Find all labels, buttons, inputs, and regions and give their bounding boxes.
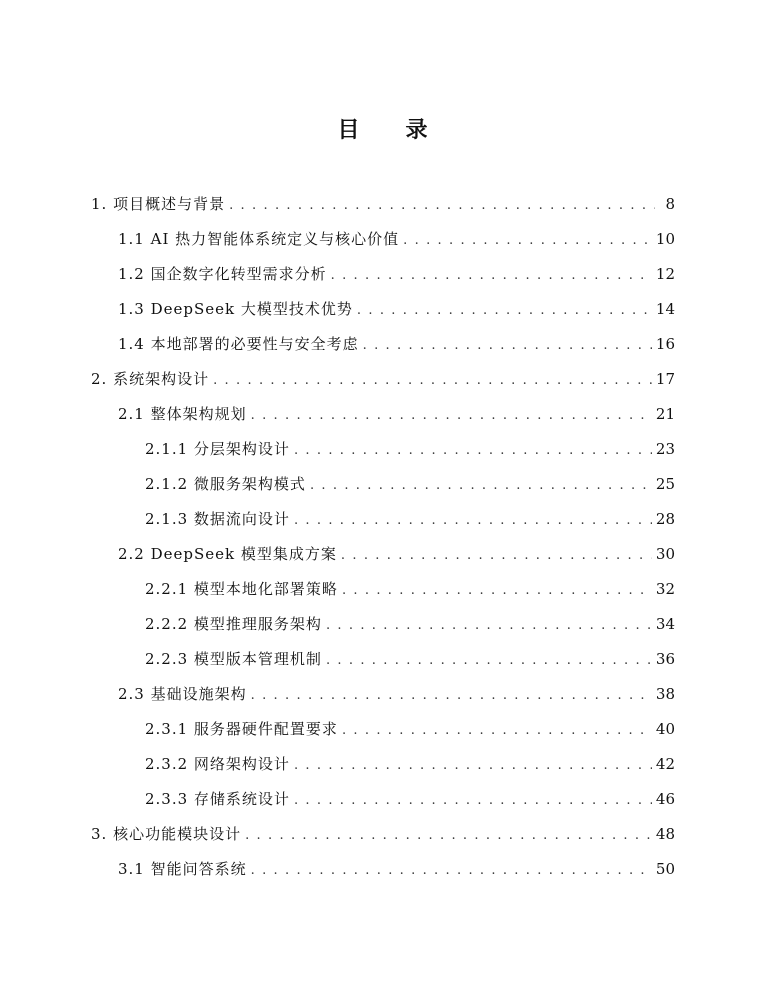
toc-entry-label: 2.2.2 模型推理服务架构 — [145, 615, 322, 633]
toc-entry[interactable] — [145, 578, 675, 600]
dot-leader — [294, 510, 652, 532]
title-char-1: 目 — [337, 117, 360, 143]
toc-entry-label: 2.3.1 服务器硬件配置要求 — [145, 720, 338, 738]
dot-leader — [342, 580, 652, 602]
toc-entry-label: 1.4 本地部署的必要性与安全考虑 — [118, 335, 359, 353]
toc-entry[interactable] — [145, 788, 675, 810]
toc-entry-page: 34 — [655, 615, 675, 633]
title-char-2: 录 — [405, 117, 428, 143]
toc-entry-page: 42 — [655, 755, 675, 773]
dot-leader — [310, 475, 652, 497]
toc-entry-label: 2.3.2 网络架构设计 — [145, 755, 290, 773]
dot-leader — [342, 720, 652, 742]
dot-leader — [245, 825, 652, 847]
toc-entry[interactable] — [118, 543, 675, 565]
toc-entry-label: 2.1.2 微服务架构模式 — [145, 475, 306, 493]
toc-entry-label: 2.3.3 存储系统设计 — [145, 790, 290, 808]
dot-leader — [363, 335, 652, 357]
toc-entry-page: 16 — [655, 335, 675, 353]
toc-entry-label: 2.2.1 模型本地化部署策略 — [145, 580, 338, 598]
toc-entry-label: 2.2 DeepSeek 模型集成方案 — [118, 545, 337, 563]
toc-entry[interactable] — [145, 438, 675, 460]
toc-entry-label: 1. 项目概述与背景 — [91, 195, 226, 213]
toc-entry-label: 3.1 智能问答系统 — [118, 860, 247, 878]
dot-leader — [251, 685, 652, 707]
toc-entry[interactable] — [145, 613, 675, 635]
toc-entry[interactable] — [145, 473, 675, 495]
dot-leader — [341, 545, 652, 567]
dot-leader — [326, 650, 652, 672]
dot-leader — [357, 300, 652, 322]
toc-entry-page: 48 — [655, 825, 675, 843]
toc-entry-page: 10 — [655, 230, 675, 248]
toc-entry-label: 1.1 AI 热力智能体系统定义与核心价值 — [118, 230, 400, 248]
toc-entry-page: 50 — [655, 860, 675, 878]
toc-entry-page: 8 — [665, 195, 675, 213]
toc-entry[interactable] — [145, 753, 675, 775]
toc-entry[interactable] — [145, 648, 675, 670]
toc-entry-label: 2. 系统架构设计 — [91, 370, 210, 388]
dot-leader — [294, 790, 652, 812]
toc-entry-label: 1.3 DeepSeek 大模型技术优势 — [118, 300, 353, 318]
toc-entry-page: 17 — [655, 370, 675, 388]
toc-entry-page: 23 — [655, 440, 675, 458]
toc-entry[interactable] — [118, 403, 675, 425]
toc-entry[interactable] — [145, 508, 675, 530]
toc-entry-page: 30 — [655, 545, 675, 563]
toc-entry-page: 25 — [655, 475, 675, 493]
toc-entry-page: 40 — [655, 720, 675, 738]
dot-leader — [403, 230, 652, 252]
dot-leader — [251, 860, 652, 882]
toc-entry-page: 36 — [655, 650, 675, 668]
toc-entry[interactable] — [145, 718, 675, 740]
toc-entry-page: 46 — [655, 790, 675, 808]
dot-leader — [294, 755, 652, 777]
toc-entry[interactable] — [91, 823, 675, 845]
toc-entry-page: 21 — [655, 405, 675, 423]
toc-entry-label: 1.2 国企数字化转型需求分析 — [118, 265, 327, 283]
toc-entry-label: 3. 核心功能模块设计 — [91, 825, 242, 843]
toc-entry-label: 2.1.1 分层架构设计 — [145, 440, 290, 458]
toc-entry-page: 32 — [655, 580, 675, 598]
dot-leader — [326, 615, 652, 637]
dot-leader — [213, 370, 652, 392]
toc-entry-page: 28 — [655, 510, 675, 528]
toc-entry[interactable] — [118, 228, 675, 250]
toc-entry[interactable] — [118, 333, 675, 355]
page-title — [0, 113, 765, 144]
toc-entry-label: 2.3 基础设施架构 — [118, 685, 247, 703]
toc-entry-page: 38 — [655, 685, 675, 703]
toc-entry-page: 12 — [655, 265, 675, 283]
toc-entry[interactable] — [91, 193, 675, 215]
toc-entry-label: 2.1 整体架构规划 — [118, 405, 247, 423]
toc-entry[interactable] — [118, 263, 675, 285]
dot-leader — [251, 405, 652, 427]
toc-entry-label: 2.2.3 模型版本管理机制 — [145, 650, 322, 668]
dot-leader — [294, 440, 652, 462]
toc-entry-label: 2.1.3 数据流向设计 — [145, 510, 290, 528]
toc-entry[interactable] — [91, 368, 675, 390]
dot-leader — [331, 265, 652, 287]
dot-leader — [229, 195, 655, 217]
toc-entry[interactable] — [118, 683, 675, 705]
toc-entry[interactable] — [118, 298, 675, 320]
toc-entry[interactable] — [118, 858, 675, 880]
toc-entry-page: 14 — [655, 300, 675, 318]
